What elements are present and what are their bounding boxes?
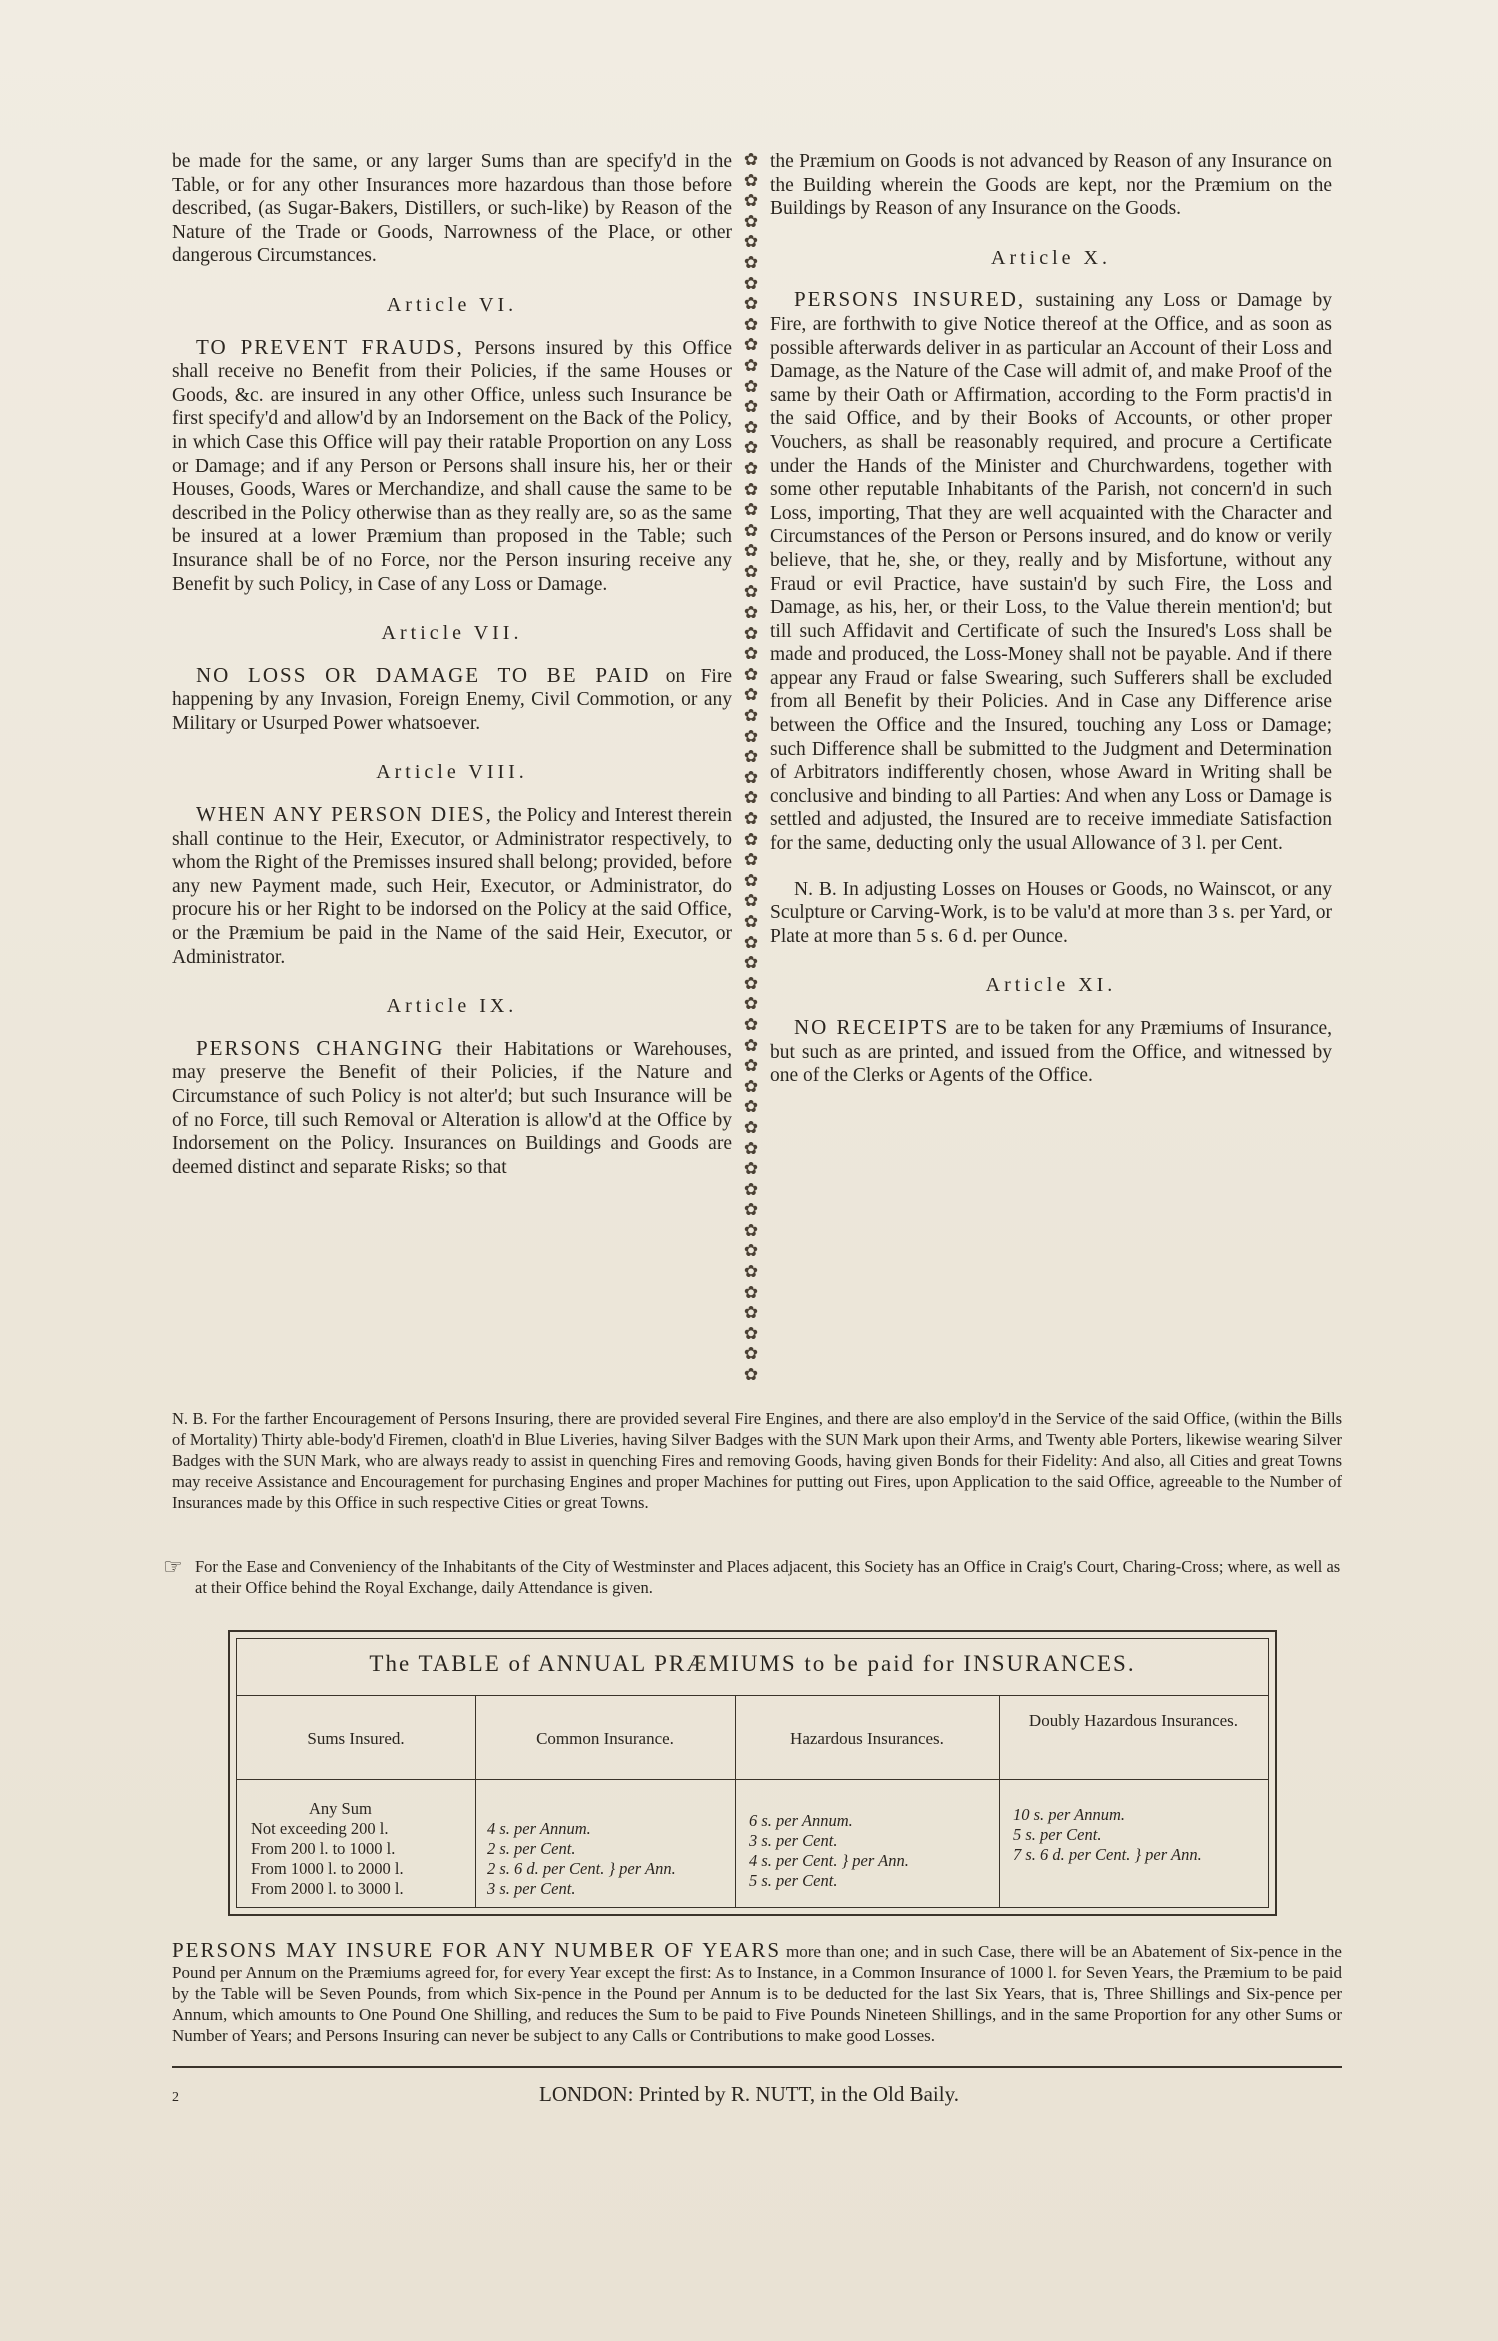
doubly-row-1: 10 s. per Annum. — [1013, 1805, 1125, 1824]
ornament-flower-icon: ✿ — [743, 1323, 759, 1343]
westminster-office-note — [163, 1554, 1343, 1598]
ornament-flower-icon: ✿ — [743, 458, 759, 478]
ornament-flower-icon: ✿ — [743, 767, 759, 787]
ornament-flower-icon: ✿ — [743, 582, 759, 602]
ornament-flower-icon: ✿ — [743, 314, 759, 334]
ornament-flower-icon: ✿ — [743, 911, 759, 931]
ornament-flower-icon: ✿ — [743, 1159, 759, 1179]
ornament-flower-icon: ✿ — [743, 870, 759, 890]
imprint-rule — [172, 2066, 1342, 2068]
firemen-note: N. B. For the farther Encouragement of Persons Insuring, there are provided several Fire Engines, and there are also employ'd in the Service of the said Office, (within the Bills of Mortality) Thirty able-body'd Firemen, cloath'd in Blue Liveries, having Silver Badges with the SUN Mark upon their Arms, and Twenty able Porters, likewise wearing Silver Badges with the SUN Mark, who are always ready to assist in quenching Fires and removing Goods, having given Bonds for their Fidelity: And also, all Cities and great Towns may receive Assistance and Encouragement for purchasing Engines and proper Machines for putting out Fires, upon Application to the said Office, agreeable to the Number of Insurances made by this Office in such respective Cities or great Towns. — [172, 1409, 1342, 1512]
ornament-flower-icon: ✿ — [743, 541, 759, 561]
ornament-flower-icon: ✿ — [743, 603, 759, 623]
article-7-text — [172, 664, 732, 736]
ornament-flower-icon: ✿ — [743, 788, 759, 808]
article-7-heading: Article VII. — [381, 622, 523, 645]
ornament-flower-icon: ✿ — [743, 1282, 759, 1302]
ornament-flower-icon: ✿ — [743, 1014, 759, 1034]
article-6-lead: TO PREVENT FRAUDS, — [196, 334, 464, 359]
ornament-flower-icon: ✿ — [743, 1241, 759, 1261]
multi-year-body: more than one; and in such Case, there will be an Abatement of Six-pence in the Pound per Annum on the Præmiums agreed for, for every Year except the first: As to Instance, in a Common Insurance of 1000 l. for Seven Years, the Præmium to be paid by the Table will be Seven Pounds, from which Six-pence in the Pound per Annum is to be deducted for the last Six Years, that is, Three Shillings and Six-pence per Annum, which amounts to One Pound One Shilling, and reduces the Sum to be paid to Five Pounds Nineteen Shillings, and in the same Proportion for any other Sums or Number of Years; and Persons Insuring can never be subject to any Calls or Contributions to make good Losses. — [172, 1942, 1342, 2045]
article-6-body: Persons insured by this Office shall receive no Benefit from their Policies, if the same Houses or Goods, &c. are insured in any other Office, unless such Insurance be first specify'd and allow'd by an Indorsement on the Back of the Policy, in which Case this Office will pay their ratable Proportion on any Loss or Damage; and if any Person or Persons shall insure his, her or their Houses, Goods, Wares or Merchandize, and shall cause the same to be described in the Policy otherwise than as they really are, so as the same be insured at a lower Præmium than proposed in the Table; such Insurance shall be of no Force, nor the Person insuring receive any Benefit by such Policy, in Case of any Loss or Damage. — [172, 337, 732, 595]
ornament-flower-icon: ✿ — [743, 1076, 759, 1096]
ornament-flower-icon: ✿ — [743, 994, 759, 1014]
ornament-flower-icon: ✿ — [743, 1138, 759, 1158]
article-11-text — [770, 1016, 1332, 1088]
ornament-flower-icon: ✿ — [743, 644, 759, 664]
left-column — [172, 150, 732, 1179]
ornament-flower-icon: ✿ — [743, 232, 759, 252]
ornament-flower-icon: ✿ — [743, 500, 759, 520]
ornament-flower-icon: ✿ — [743, 211, 759, 231]
ornament-flower-icon: ✿ — [743, 747, 759, 767]
header-doubly-hazardous: Doubly Hazardous Insurances. — [1028, 1711, 1239, 1730]
table-divider-1 — [475, 1695, 476, 1907]
premiums-table-inner — [236, 1638, 1269, 1908]
ornament-flower-icon: ✿ — [743, 376, 759, 396]
ornament-flower-icon: ✿ — [743, 1344, 759, 1364]
ornament-flower-icon: ✿ — [743, 706, 759, 726]
ornament-flower-icon: ✿ — [743, 1262, 759, 1282]
page-mark: 2 — [172, 2090, 179, 2105]
ornament-flower-icon: ✿ — [743, 355, 759, 375]
article-6-heading: Article VI. — [386, 293, 518, 316]
article-7-body: on Fire happening by any Invasion, Foreign Enemy, Civil Commotion, or any Military or Usurped Power whatsoever. — [172, 665, 732, 734]
header-hazardous: Hazardous Insurances. — [790, 1729, 944, 1748]
ornament-flower-icon: ✿ — [743, 726, 759, 746]
westminster-office-text: For the Ease and Conveniency of the Inhabitants of the City of Westminster and Places adjacent, this Society has an Office in Craig's Court, Charing-Cross; where, as well as at their Office behind the Royal Exchange, daily Attendance is given. — [195, 1557, 1341, 1597]
sums-row-2: From 200 l. to 1000 l. — [251, 1839, 396, 1858]
hazardous-row-1: 6 s. per Annum. — [749, 1811, 853, 1830]
ornament-flower-icon: ✿ — [743, 1200, 759, 1220]
article-6-text — [172, 336, 732, 597]
article-8-body: the Policy and Interest therein shall continue to the Heir, Executor, or Administrator respectively, to whom the Right of the Premisses insured shall belong; provided, before any new Payment made, such Heir, Executor, or Administrator, do procure his or her Right to be indorsed on the Policy at the said Office, or the Præmium be paid in the Name of the said Heir, Executor, or Administrator. — [172, 805, 732, 968]
multi-year-lead: PERSONS MAY INSURE FOR ANY NUMBER OF YEARS — [172, 1938, 782, 1962]
hazardous-row-4: 5 s. per Cent. — [749, 1871, 838, 1890]
table-title: The TABLE of ANNUAL PRÆMIUMS to be paid for INSURANCES. — [369, 1651, 1136, 1676]
ornament-flower-icon: ✿ — [743, 685, 759, 705]
article-9-lead: PERSONS CHANGING — [196, 1035, 445, 1060]
ornament-flower-icon: ✿ — [743, 150, 759, 169]
ornament-flower-icon: ✿ — [743, 1220, 759, 1240]
hazardous-row-3: 4 s. per Cent. } per Ann. — [749, 1851, 909, 1870]
article-10-lead: PERSONS INSURED, — [794, 287, 1026, 312]
ornament-flower-icon: ✿ — [743, 252, 759, 272]
article-8-lead: WHEN ANY PERSON DIES, — [196, 802, 493, 827]
sums-column — [251, 1799, 471, 1899]
ornament-flower-icon: ✿ — [743, 438, 759, 458]
article-8-text — [172, 803, 732, 969]
doubly-row-2: 5 s. per Cent. — [1013, 1825, 1102, 1844]
sums-row-4: From 2000 l. to 3000 l. — [251, 1879, 404, 1898]
ornament-flower-icon: ✿ — [743, 561, 759, 581]
ornament-flower-icon: ✿ — [743, 1035, 759, 1055]
ornament-flower-icon: ✿ — [743, 1179, 759, 1199]
ornament-flower-icon: ✿ — [743, 273, 759, 293]
imprint: LONDON: Printed by R. NUTT, in the Old Baily. — [539, 2082, 959, 2106]
ornament-flower-icon: ✿ — [743, 953, 759, 973]
ornament-flower-icon: ✿ — [743, 417, 759, 437]
article-11-lead: NO RECEIPTS — [794, 1015, 950, 1039]
header-common: Common Insurance. — [536, 1729, 674, 1748]
article-8-heading: Article VIII. — [376, 761, 528, 784]
sums-row-3: From 1000 l. to 2000 l. — [251, 1859, 404, 1878]
table-rule-top — [237, 1695, 1268, 1696]
ornament-flower-icon: ✿ — [743, 850, 759, 870]
ornament-flower-icon: ✿ — [743, 664, 759, 684]
ornament-flower-icon: ✿ — [743, 479, 759, 499]
hazardous-column — [749, 1811, 994, 1891]
pointing-hand-icon: ☞ — [163, 1554, 183, 1579]
common-row-3: 2 s. 6 d. per Cent. } per Ann. — [487, 1859, 676, 1878]
ornament-flower-icon: ✿ — [743, 973, 759, 993]
article-10-heading: Article X. — [991, 246, 1111, 269]
article-9-body: their Habitations or Warehouses, may preserve the Benefit of their Policies, if the Nature and Circumstance of such Policy is not alter'd; but such Insurance will be of no Force, till such Removal or Alteration is allow'd at the Office by Indorsement on the Policy. Insurances on Buildings and Goods are deemed distinct and separate Risks; so that — [172, 1038, 732, 1178]
ornament-flower-icon: ✿ — [743, 932, 759, 952]
ornament-flower-icon: ✿ — [743, 1365, 759, 1385]
common-row-1: 4 s. per Annum. — [487, 1819, 591, 1838]
ornament-flower-icon: ✿ — [743, 1117, 759, 1137]
sums-row-1: Not exceeding 200 l. — [251, 1819, 389, 1838]
header-sums: Sums Insured. — [307, 1729, 405, 1748]
ornament-flower-icon: ✿ — [743, 809, 759, 828]
article-10-body: sustaining any Loss or Damage by Fire, are forthwith to give Notice thereof at the Office, and as soon as possible afterwards deliver in as particular an Account of their Loss and Damage, as the Nature of the Case will admit of, and make Proof of the same by their Oath or Affirmation, according to the Form practis'd in the said Office, and by their Books of Accounts, or other proper Vouchers, as shall be reasonably required, and procure a Certificate under the Hands of the Minister and Churchwardens, together with some other reputable Inhabitants of the Parish, not concern'd in such Loss, importing, That they are well acquainted with the Character and Circumstances of the Person or Persons insured, and do know or verily believe, that he, she, or they, really and by Misfortune, without any Fraud or evil Practice, have sustain'd by such Fire, the Loss and Damage, as his, her, or their Loss, to the Value therein mention'd; but till such Affidavit and Certificate of such the Insured's Loss shall be made and produced, the Loss-Money shall not be payable. And if there appear any Fraud or false Swearing, such Sufferers shall be excluded from all Benefit by their Policies. And in Case any Difference arise between the Office and the Insured, touching any Loss or Damage; such Difference shall be submitted to the Judgment and Determination of Arbitrators indifferently chosen, whose Award in Writing shall be conclusive and binding to all Parties: And when any Loss or Damage is settled and adjusted, the Insured are to receive immediate Satisfaction for the same, deducting only the usual Allowance of 3 l. per Cent. — [770, 290, 1332, 855]
article-9-heading: Article IX. — [386, 995, 518, 1018]
common-row-2: 2 s. per Cent. — [487, 1839, 576, 1858]
article-11-heading: Article XI. — [985, 974, 1117, 997]
ornament-flower-icon: ✿ — [743, 397, 759, 417]
article-11-body: are to be taken for any Præmiums of Insurance, but such as are printed, and issued from the Office, and witnessed by one of the Clerks or Agents of the Office. — [770, 1018, 1333, 1087]
doubly-row-3: 7 s. 6 d. per Cent. } per Ann. — [1013, 1845, 1202, 1864]
ornament-column-divider — [740, 150, 762, 1390]
hazardous-row-2: 3 s. per Cent. — [749, 1831, 838, 1850]
losses-note: N. B. In adjusting Losses on Houses or Goods, no Wainscot, or any Sculpture or Carving-Work, is to be valu'd at more than 3 s. per Yard, or Plate at more than 5 s. 6 d. per Ounce. — [770, 878, 1332, 947]
sums-row-any: Any Sum — [309, 1799, 372, 1818]
ornament-flower-icon: ✿ — [743, 191, 759, 211]
ornament-flower-icon: ✿ — [743, 294, 759, 314]
article-7-lead: NO LOSS OR DAMAGE TO BE PAID — [196, 662, 651, 687]
doubly-column — [1013, 1805, 1263, 1865]
table-rule-header — [237, 1779, 1268, 1780]
table-divider-2 — [735, 1695, 736, 1907]
ornament-flower-icon: ✿ — [743, 520, 759, 540]
ornament-flower-icon: ✿ — [743, 829, 759, 849]
left-intro: be made for the same, or any larger Sums than are specify'd in the Table, or for any other Insurances more hazardous than those before described, (as Sugar-Bakers, Distillers, or such-like) by Reason of the Nature of the Trade or Goods, Narrowness of the Place, or other dangerous Circumstances. — [172, 151, 732, 267]
common-column — [487, 1819, 732, 1899]
premiums-table — [228, 1630, 1277, 1916]
article-9-text — [172, 1037, 732, 1180]
right-column — [770, 150, 1332, 1088]
ornament-flower-icon: ✿ — [743, 1056, 759, 1076]
ornament-flower-icon: ✿ — [743, 891, 759, 911]
ornament-flower-icon: ✿ — [743, 623, 759, 643]
ornament-flower-icon: ✿ — [743, 335, 759, 355]
ornament-flower-icon: ✿ — [743, 1097, 759, 1117]
common-row-4: 3 s. per Cent. — [487, 1879, 576, 1898]
right-intro: the Præmium on Goods is not advanced by Reason of any Insurance on the Building wherein the Goods are kept, nor the Præmium on the Buildings by Reason of any Insurance on the Goods. — [770, 151, 1332, 220]
ornament-flower-icon: ✿ — [743, 1303, 759, 1323]
ornament-flower-icon: ✿ — [743, 170, 759, 190]
multi-year-paragraph — [172, 1940, 1342, 2046]
article-10-text — [770, 288, 1332, 855]
